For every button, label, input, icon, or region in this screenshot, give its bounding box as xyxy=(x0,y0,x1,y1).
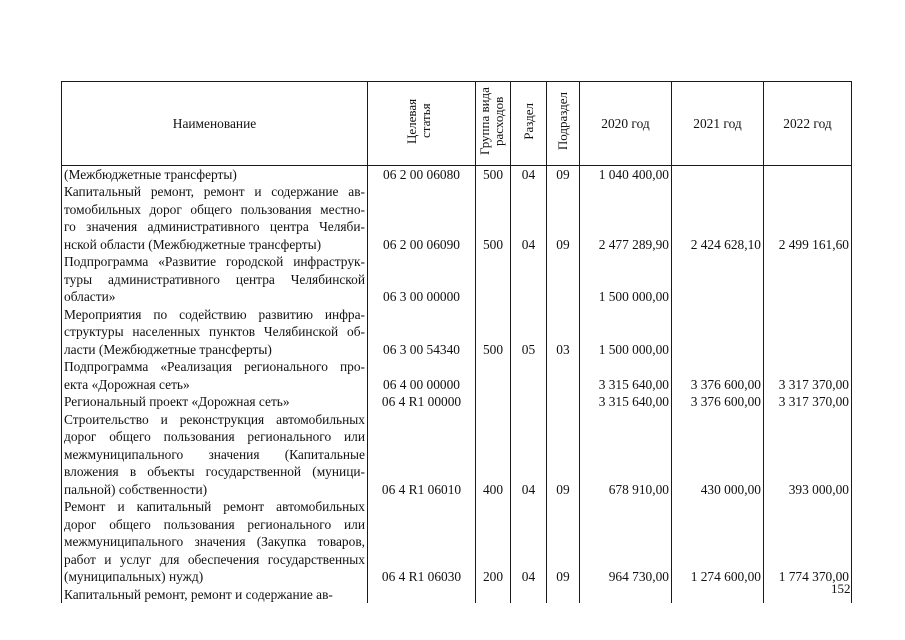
row-name xyxy=(62,393,368,411)
header-expense-group-label: Группа вида расходов xyxy=(477,87,506,155)
row-name-line: (муниципальных) нужд) xyxy=(64,569,204,584)
row-value-2020 xyxy=(580,586,672,604)
row-value-2022: 3 317 370,00 xyxy=(764,393,852,411)
row-name xyxy=(62,306,368,359)
table-row xyxy=(62,253,852,306)
row-subsection: 09 xyxy=(547,411,580,499)
row-target-article: 06 2 00 06090 xyxy=(368,183,476,253)
row-name xyxy=(62,586,368,604)
row-section: 05 xyxy=(511,306,547,359)
table-body xyxy=(62,165,852,603)
row-name-line: екта «Дорожная сеть» xyxy=(64,376,190,392)
row-expense-group xyxy=(476,253,511,306)
row-value-2022: 3 317 370,00 xyxy=(764,358,852,393)
row-subsection: 03 xyxy=(547,306,580,359)
row-expense-group xyxy=(476,586,511,604)
budget-table xyxy=(61,81,852,603)
row-name-line: Мероприятия по содействию развитию инфра- xyxy=(64,306,365,322)
row-value-2022 xyxy=(764,165,852,183)
row-value-2020: 1 500 000,00 xyxy=(580,253,672,306)
row-value-2020: 3 315 640,00 xyxy=(580,393,672,411)
row-value-2021: 3 376 600,00 xyxy=(672,393,764,411)
row-name-line: пальной) собственности) xyxy=(64,481,208,497)
row-subsection xyxy=(547,358,580,393)
row-value-2022 xyxy=(764,306,852,359)
row-target-article: 06 3 00 00000 xyxy=(368,253,476,306)
row-section: 04 xyxy=(511,183,547,253)
row-value-2020: 1 040 400,00 xyxy=(580,165,672,183)
row-section xyxy=(511,393,547,411)
row-name-line: структуры населенных пунктов Челябинской об- xyxy=(64,324,365,339)
header-section-label: Раздел xyxy=(520,102,536,140)
table-header-row xyxy=(62,82,852,166)
row-name xyxy=(62,358,368,393)
row-target-article: 06 4 R1 06030 xyxy=(368,498,476,586)
row-subsection: 09 xyxy=(547,183,580,253)
header-subsection-label: Подраздел xyxy=(555,91,570,151)
row-subsection xyxy=(547,586,580,604)
header-target-article-label: Целевая статья xyxy=(403,98,433,144)
row-subsection xyxy=(547,393,580,411)
header-2021: 2021 год xyxy=(672,82,764,166)
row-name-line: Капитальный ремонт, ремонт и содержание ав- xyxy=(64,586,333,602)
row-name xyxy=(62,165,368,183)
row-name-line: Капитальный ремонт, ремонт и содержание ав- xyxy=(64,184,365,199)
row-name-line: межмуниципального значения (Капитальные xyxy=(64,446,365,462)
row-name-line: Подпрограмма «Развитие городской инфраструк- xyxy=(64,254,365,269)
header-name: Наименование xyxy=(62,82,368,166)
row-value-2021 xyxy=(672,165,764,183)
row-value-2020: 964 730,00 xyxy=(580,498,672,586)
table-row xyxy=(62,358,852,393)
row-value-2022 xyxy=(764,253,852,306)
row-expense-group xyxy=(476,358,511,393)
row-value-2021: 430 000,00 xyxy=(672,411,764,499)
row-section xyxy=(511,586,547,604)
table-row xyxy=(62,393,852,411)
row-name-line: вложения в объекты государственной (муници- xyxy=(64,464,365,479)
row-subsection: 09 xyxy=(547,498,580,586)
row-value-2020: 1 500 000,00 xyxy=(580,306,672,359)
row-subsection: 09 xyxy=(547,165,580,183)
row-value-2021: 1 274 600,00 xyxy=(672,498,764,586)
row-name-line: межмуниципального значения (Закупка товаров, xyxy=(64,534,365,549)
row-name xyxy=(62,411,368,499)
row-name-line: го значения административного центра Челяби- xyxy=(64,219,365,234)
row-section xyxy=(511,358,547,393)
row-name-line: Ремонт и капитальный ремонт автомобильных xyxy=(64,499,365,514)
row-section: 04 xyxy=(511,411,547,499)
row-section: 04 xyxy=(511,165,547,183)
row-value-2021 xyxy=(672,306,764,359)
header-subsection xyxy=(547,82,580,166)
row-name-line: туры административного центра Челябинской xyxy=(64,271,365,287)
header-2022: 2022 год xyxy=(764,82,852,166)
row-value-2022: 2 499 161,60 xyxy=(764,183,852,253)
row-name-line: дорог общего пользования регионального или xyxy=(64,516,365,532)
row-name-line: ласти (Межбюджетные трансферты) xyxy=(64,341,272,357)
row-name xyxy=(62,498,368,586)
table-row xyxy=(62,306,852,359)
row-value-2021: 3 376 600,00 xyxy=(672,358,764,393)
row-value-2020: 678 910,00 xyxy=(580,411,672,499)
table-row xyxy=(62,586,852,604)
table-row xyxy=(62,498,852,586)
table-row xyxy=(62,165,852,183)
row-name-line: дорог общего пользования регионального или xyxy=(64,429,365,444)
row-value-2021: 2 424 628,10 xyxy=(672,183,764,253)
header-target-article xyxy=(368,82,476,166)
row-name-line: работ и услуг для обеспечения государственных xyxy=(64,551,365,567)
row-section: 04 xyxy=(511,498,547,586)
row-name-line: Строительство и реконструкция автомобильных xyxy=(64,411,365,427)
page-number: 152 xyxy=(831,581,851,596)
row-target-article: 06 4 00 00000 xyxy=(368,358,476,393)
row-expense-group: 500 xyxy=(476,165,511,183)
row-name-line: нской области (Межбюджетные трансферты) xyxy=(64,236,322,252)
row-value-2020: 2 477 289,90 xyxy=(580,183,672,253)
header-section xyxy=(511,82,547,166)
row-subsection xyxy=(547,253,580,306)
row-name-line: Подпрограмма «Реализация регионального про- xyxy=(64,359,365,374)
row-expense-group xyxy=(476,393,511,411)
row-expense-group: 500 xyxy=(476,183,511,253)
header-expense-group xyxy=(476,82,511,166)
row-name-line: Региональный проект «Дорожная сеть» xyxy=(64,394,290,409)
row-value-2022: 393 000,00 xyxy=(764,411,852,499)
row-expense-group: 200 xyxy=(476,498,511,586)
row-name xyxy=(62,253,368,306)
row-section xyxy=(511,253,547,306)
row-expense-group: 400 xyxy=(476,411,511,499)
row-name xyxy=(62,183,368,253)
row-target-article: 06 3 00 54340 xyxy=(368,306,476,359)
row-target-article: 06 2 00 06080 xyxy=(368,165,476,183)
row-name-line: (Межбюджетные трансферты) xyxy=(64,166,237,182)
table-row xyxy=(62,183,852,253)
row-target-article xyxy=(368,586,476,604)
row-target-article: 06 4 R1 00000 xyxy=(368,393,476,411)
row-expense-group: 500 xyxy=(476,306,511,359)
header-2020: 2020 год xyxy=(580,82,672,166)
row-name-line: томобильных дорог общего пользования местно- xyxy=(64,201,365,217)
row-value-2020: 3 315 640,00 xyxy=(580,358,672,393)
row-name-line: области» xyxy=(64,289,116,304)
row-value-2022: 1 774 370,00 xyxy=(764,498,852,586)
row-value-2021 xyxy=(672,253,764,306)
row-value-2021 xyxy=(672,586,764,604)
row-target-article: 06 4 R1 06010 xyxy=(368,411,476,499)
table-row xyxy=(62,411,852,499)
